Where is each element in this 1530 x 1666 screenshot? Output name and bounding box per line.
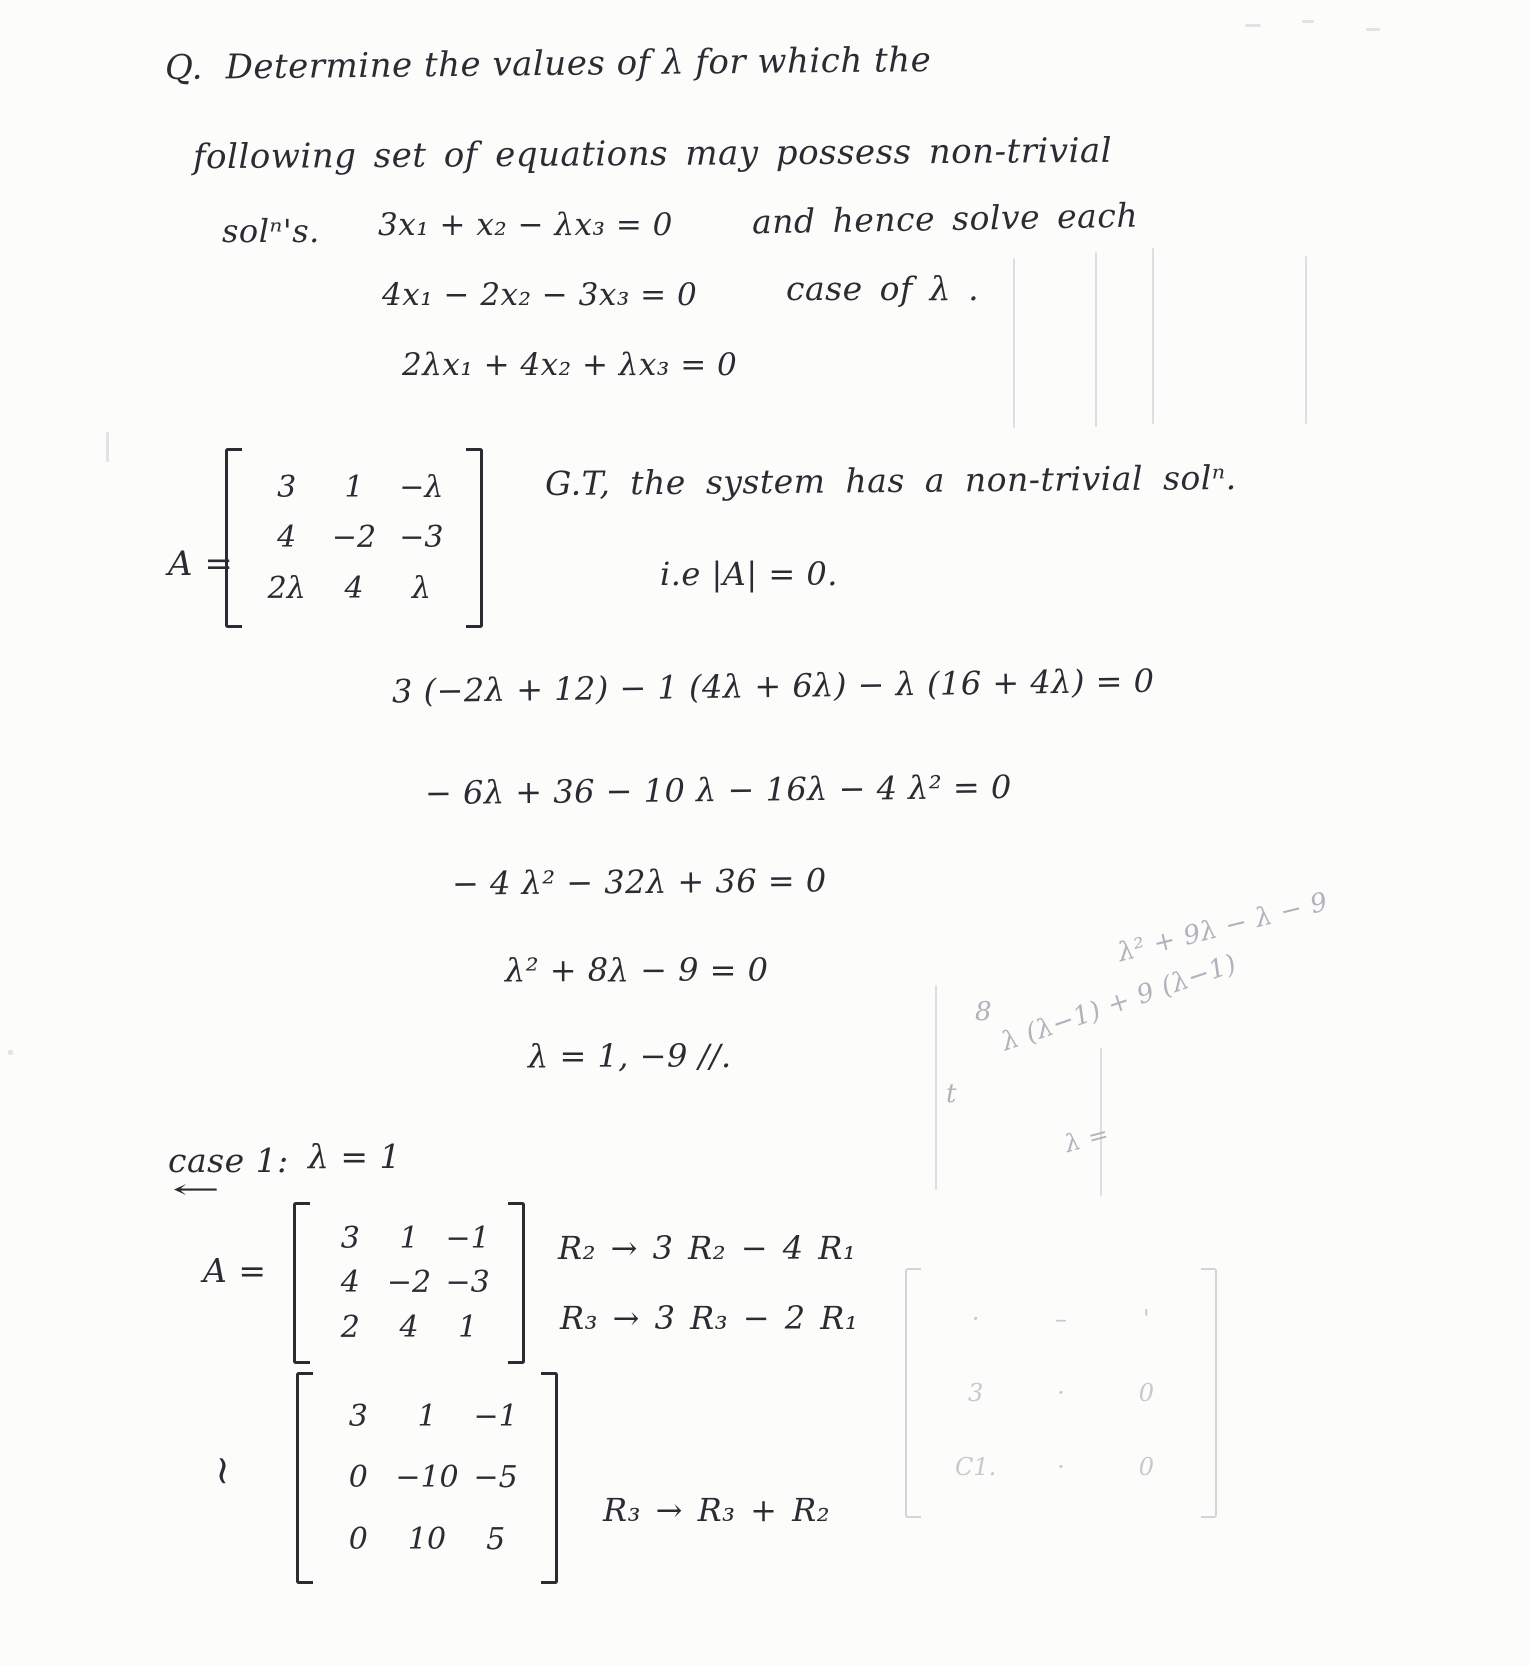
matrix-cell: 3 <box>340 1220 360 1256</box>
ghost-bracket-line <box>1305 256 1307 424</box>
solution-label: solⁿ's. <box>222 212 320 250</box>
ghost-matrix-cell: – <box>1054 1305 1067 1333</box>
row-operation-2: R₃ → 3 R₃ − 2 R₁ <box>560 1299 859 1337</box>
ghost-bracket-line <box>1095 252 1097 427</box>
ghost-mark: t <box>946 1079 957 1109</box>
row-equivalent-symbol: ∼ <box>200 1453 247 1489</box>
matrix-cell: 4 <box>277 520 297 556</box>
ghost-mark: λ = <box>1061 1119 1112 1159</box>
matrix-cell: 1 <box>344 469 364 505</box>
derivation-line-2: − 6λ + 36 − 10 λ − 16λ − 4 λ² = 0 <box>424 767 1012 813</box>
side-note-line-1: and hence solve each <box>751 195 1139 242</box>
matrix-cell: λ <box>411 571 431 607</box>
ghost-matrix-cell: 3 <box>968 1379 984 1407</box>
ghost-matrix <box>905 1268 1217 1518</box>
side-note-line-2: case of λ . <box>786 269 980 308</box>
matrix-cell: 2λ <box>267 571 306 607</box>
question-line-2: following set of equations may possess non-trivial <box>192 130 1113 178</box>
reduced-matrix <box>296 1372 558 1584</box>
matrix-cell: 2 <box>340 1310 360 1346</box>
matrix-cell: 3 <box>277 469 297 505</box>
matrix-cell: −10 <box>395 1460 459 1496</box>
matrix-cell: 4 <box>340 1265 360 1301</box>
ghost-bracket-line <box>1152 248 1154 424</box>
matrix-cell: −1 <box>445 1220 490 1256</box>
matrix-cell: 4 <box>344 571 364 607</box>
ghost-bracket-line <box>935 985 937 1190</box>
case-1-condition: λ = 1 <box>308 1137 402 1176</box>
ghost-matrix-cell: ' <box>1143 1305 1150 1333</box>
ghost-matrix-cell: C1. <box>955 1453 997 1481</box>
faint-factoring-line-1: λ² + 9λ − λ − 9 <box>1114 886 1332 969</box>
ink-smudge <box>1245 24 1261 27</box>
ink-smudge <box>1366 28 1380 31</box>
matrix-a-lambda <box>225 448 483 628</box>
question-line-1 <box>165 41 932 88</box>
matrix-cell: −3 <box>445 1265 490 1301</box>
ghost-bracket-line <box>1013 258 1015 428</box>
derivation-line-3: − 4 λ² − 32λ + 36 = 0 <box>451 861 827 903</box>
case-1-title: case 1: <box>168 1141 289 1180</box>
derivation-result-line: λ = 1, −9 //. <box>528 1037 732 1075</box>
ghost-matrix-cell: 0 <box>1138 1379 1154 1407</box>
matrix-cell: 10 <box>407 1521 447 1557</box>
case-1-matrix <box>293 1202 525 1364</box>
derivation-line-4: λ² + 8λ − 9 = 0 <box>505 951 769 989</box>
matrix-cell: −2 <box>386 1265 432 1301</box>
matrix-cell: 1 <box>399 1220 419 1256</box>
ghost-matrix-cell: · <box>1057 1379 1065 1407</box>
faint-factoring-line-2: λ (λ−1) + 9 (λ−1) <box>997 948 1241 1058</box>
matrix-cell: 4 <box>399 1310 419 1346</box>
ghost-matrix-cell: · <box>971 1305 980 1333</box>
matrix-cell: −1 <box>473 1399 518 1435</box>
question-label: Q. <box>164 47 204 89</box>
matrix-cell: −3 <box>399 520 444 556</box>
row-operation-3: R₃ → R₃ + R₂ <box>603 1491 831 1529</box>
derivation-line-1: 3 (−2λ + 12) − 1 (4λ + 6λ) − λ (16 + 4λ) = 0 <box>391 661 1155 711</box>
margin-mark <box>106 432 109 462</box>
equation-2: 4x₁ − 2x₂ − 3x₃ = 0 <box>382 277 698 313</box>
matrix-cell: −λ <box>399 469 444 505</box>
matrix-cell: 1 <box>417 1399 437 1435</box>
case-1-underline-arrow: ← <box>172 1175 222 1205</box>
equation-1: 3x₁ + x₂ − λx₃ = 0 <box>378 207 673 243</box>
row-operation-1: R₂ → 3 R₂ − 4 R₁ <box>558 1229 857 1267</box>
matrix-cell: 0 <box>348 1521 368 1557</box>
ink-smudge <box>1302 20 1314 23</box>
matrix-cell: 3 <box>348 1399 368 1435</box>
margin-dot <box>8 1050 13 1055</box>
determinant-zero-line: i.e |A| = 0. <box>660 555 838 593</box>
ghost-matrix-cell: 0 <box>1138 1453 1154 1481</box>
matrix-cell: −5 <box>473 1460 518 1496</box>
equation-3: 2λx₁ + 4x₂ + λx₃ = 0 <box>402 347 738 383</box>
question-text: Determine the values of λ for which the <box>225 39 932 88</box>
matrix-cell: 5 <box>486 1521 506 1557</box>
matrix-cell: −2 <box>331 520 377 556</box>
given-that-line: G.T, the system has a non-trivial solⁿ. <box>544 457 1237 504</box>
matrix-cell: 0 <box>348 1460 368 1496</box>
case-1-matrix-label: A = <box>203 1251 267 1290</box>
matrix-cell: 1 <box>458 1310 478 1346</box>
ghost-mark: 8 <box>975 997 993 1027</box>
matrix-a-label: A = <box>168 544 234 584</box>
ghost-matrix-cell: · <box>1057 1453 1065 1481</box>
